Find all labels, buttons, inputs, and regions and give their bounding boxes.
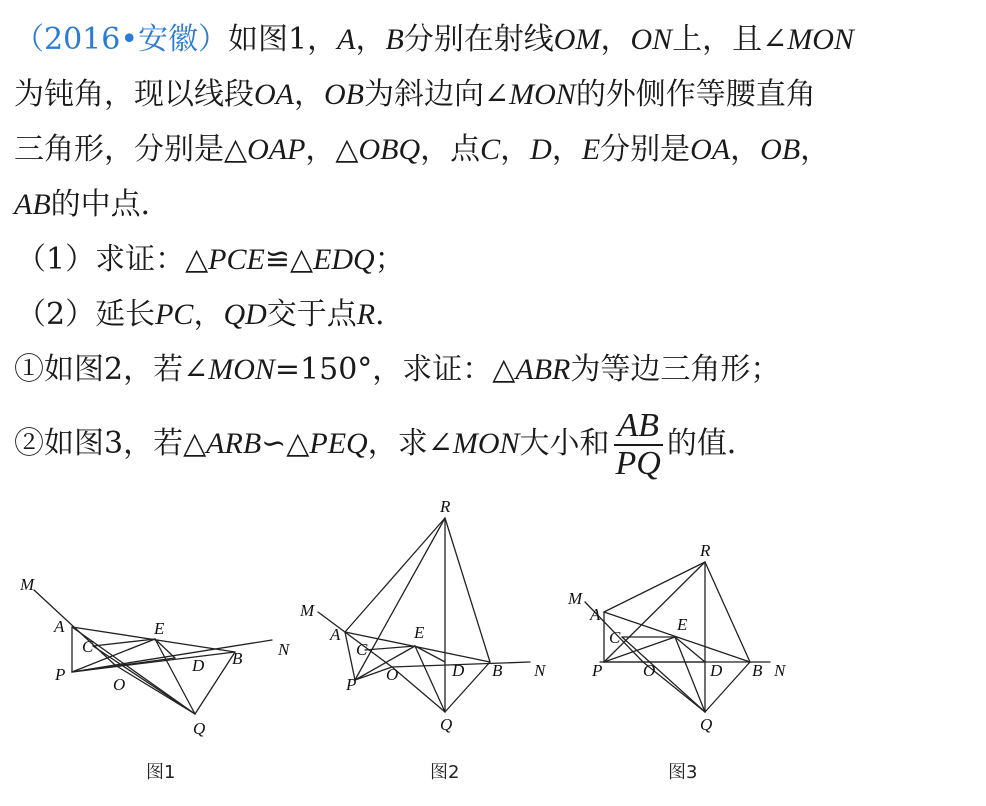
math-var: MON — [787, 23, 854, 56]
segment-ar — [604, 562, 705, 612]
segment-pr — [355, 518, 445, 680]
math-var: OA — [690, 133, 731, 166]
point-label-c: C — [82, 637, 94, 656]
point-label-p: P — [346, 675, 357, 694]
segment-oq — [392, 667, 445, 712]
segment-cq — [622, 637, 705, 712]
text-run: 为等边三角形； — [570, 352, 781, 387]
text-run: ， — [355, 22, 386, 57]
segment-br — [705, 562, 750, 662]
text-run: ， — [500, 132, 531, 167]
math-var: E — [581, 133, 601, 166]
math-var: B — [385, 23, 404, 56]
text-run: ， — [294, 77, 324, 112]
segment-eq — [155, 639, 195, 714]
text-run: ，△ — [305, 132, 359, 167]
math-var: MON — [509, 78, 576, 111]
math-var: AB — [14, 188, 51, 221]
point-label-q: Q — [700, 715, 713, 734]
point-label-o: O — [386, 665, 399, 684]
point-label-m: M — [300, 601, 315, 620]
text-run: ， — [600, 22, 631, 57]
figure-1-labels — [19, 575, 291, 738]
math-var: D — [530, 133, 552, 166]
text-run: ， — [551, 132, 582, 167]
math-var: R — [356, 298, 376, 331]
math-var: MON — [452, 427, 520, 460]
math-var: ABR — [515, 353, 571, 386]
point-label-a: A — [54, 617, 65, 636]
point-label-b: B — [752, 661, 763, 680]
text-run: ， — [193, 297, 224, 332]
fraction-numerator: AB — [614, 408, 663, 446]
text-run: 的值． — [666, 426, 757, 461]
math-var: OBQ — [358, 133, 421, 166]
point-label-q: Q — [440, 715, 453, 734]
point-label-d: D — [192, 656, 205, 675]
math-var: EDQ — [313, 243, 375, 276]
point-label-d: D — [452, 661, 465, 680]
text-run: 分别在射线 — [403, 22, 554, 57]
fraction-denominator: PQ — [615, 445, 661, 482]
segment-eq — [675, 637, 705, 712]
figure-1-caption: 图1 — [146, 762, 176, 783]
point-label-r: R — [440, 497, 451, 516]
point-label-o: O — [643, 661, 656, 680]
math-var: PCE — [208, 243, 265, 276]
math-var: PEQ — [309, 427, 368, 460]
text-run: 三角形，分别是△ — [14, 132, 248, 167]
text-run: 上，且∠ — [672, 22, 788, 57]
point-label-a: A — [590, 605, 601, 624]
text-run: （2）延长 — [16, 297, 156, 332]
math-var: A — [337, 23, 356, 56]
point-label-m: M — [568, 589, 583, 608]
point-label-p: P — [592, 661, 603, 680]
segment-eq — [415, 646, 445, 712]
text-run: 交于点 — [266, 297, 357, 332]
math-var: QD — [223, 298, 267, 331]
point-label-q: Q — [193, 719, 206, 738]
text-run: ①如图2，若∠ — [14, 352, 209, 387]
math-var: OA — [254, 78, 294, 111]
point-label-a: A — [330, 625, 341, 644]
point-label-e: E — [154, 619, 165, 638]
text-run: ， — [800, 132, 831, 167]
point-label-n: N — [534, 661, 546, 680]
math-var: OB — [324, 78, 364, 111]
point-label-n: N — [278, 640, 290, 659]
text-run: ，点 — [420, 132, 481, 167]
point-label-e: E — [414, 623, 425, 642]
segment-ar — [345, 518, 445, 632]
figure-3-caption: 图3 — [668, 762, 698, 783]
text-run: 大小和 — [519, 426, 610, 461]
segment-ed — [415, 646, 445, 662]
text-run: 为钝角，现以线段 — [14, 77, 254, 112]
math-var: C — [480, 133, 501, 166]
point-label-b: B — [492, 661, 503, 680]
point-label-n: N — [774, 661, 786, 680]
point-label-b: B — [232, 649, 243, 668]
source-tag: （2016•安徽） — [14, 22, 229, 57]
math-var: PC — [155, 298, 194, 331]
figure-2-labels — [299, 497, 547, 734]
math-var: OAP — [247, 133, 306, 166]
text-run: ②如图3，若△ — [14, 426, 207, 461]
figure-2-caption: 图2 — [430, 762, 460, 783]
text-run: 如图1， — [228, 22, 338, 57]
point-label-r: R — [700, 541, 711, 560]
point-label-o: O — [113, 675, 126, 694]
segment-pr — [604, 562, 705, 662]
text-run: ． — [375, 297, 406, 332]
point-label-c: C — [609, 628, 621, 647]
text-run: （1）求证：△ — [16, 242, 209, 277]
text-run: ≌△ — [264, 242, 314, 277]
text-run: 分别是 — [600, 132, 691, 167]
text-run: 的外侧作等腰直角 — [575, 77, 816, 112]
text-run: ； — [374, 242, 405, 277]
segment-ap — [345, 632, 355, 680]
point-label-d: D — [710, 661, 723, 680]
math-var: OB — [760, 133, 801, 166]
text-run: ，求∠ — [367, 426, 453, 461]
point-label-e: E — [677, 615, 688, 634]
math-var: ON — [630, 23, 673, 56]
text-run: 的中点． — [50, 187, 171, 222]
text-run: ， — [730, 132, 761, 167]
text-run: ∽△ — [261, 426, 310, 461]
math-var: OM — [553, 23, 601, 56]
segment-br — [445, 518, 490, 662]
text-run: =150°，求证：△ — [274, 352, 516, 387]
math-var: ARB — [206, 427, 262, 460]
text-run: 为斜边向∠ — [364, 77, 510, 112]
point-label-m: M — [20, 575, 35, 594]
point-label-p: P — [55, 665, 66, 684]
math-var: MON — [208, 353, 275, 386]
point-label-c: C — [356, 640, 368, 659]
